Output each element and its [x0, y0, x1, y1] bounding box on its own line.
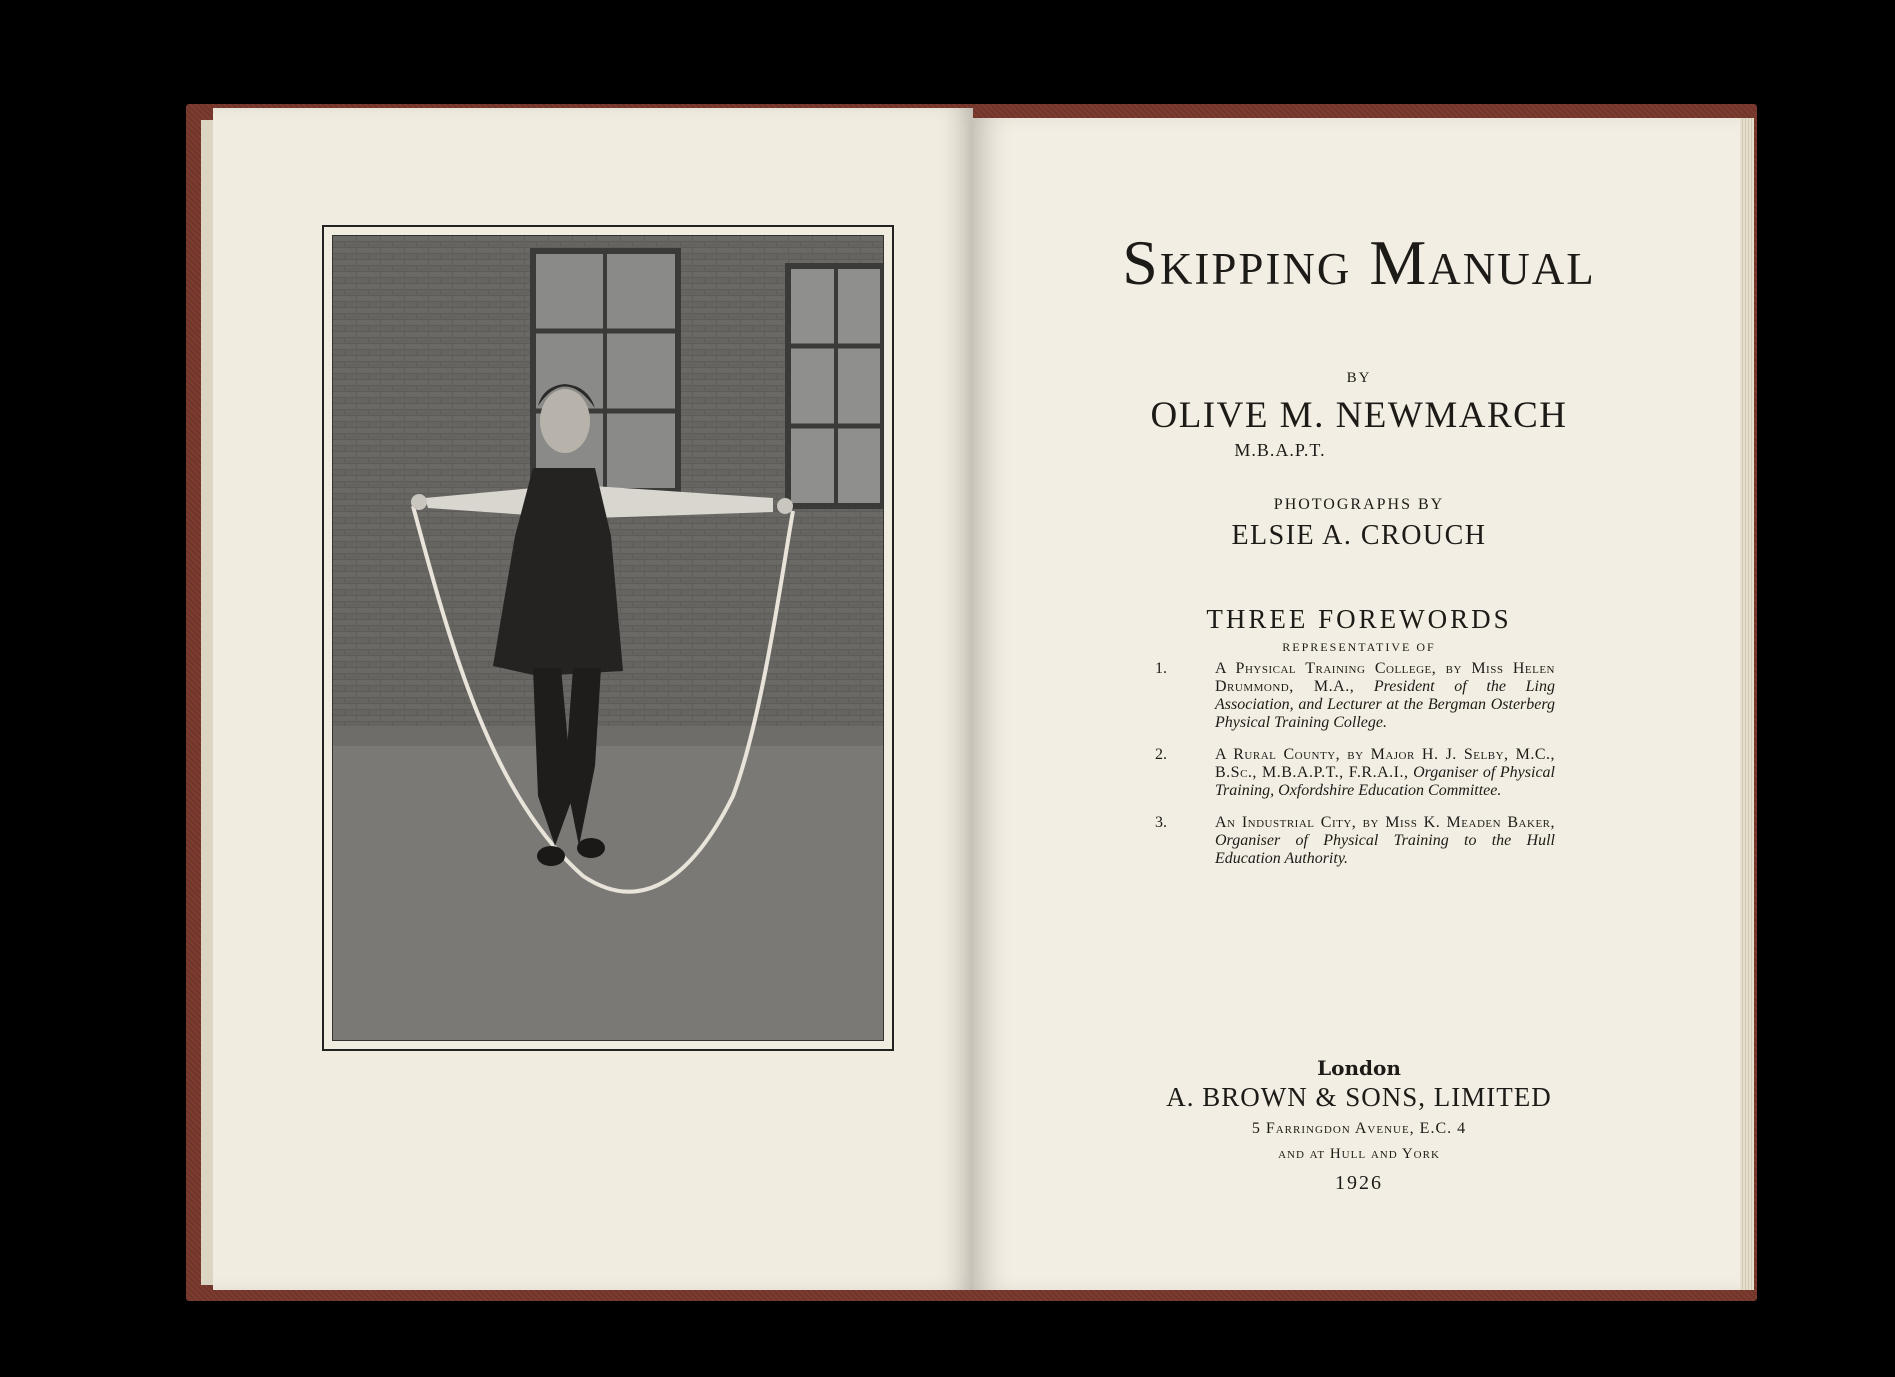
foreword-institution: A Rural County, by Major H. J. Selby, M.C., B.Sc., M.B.A.P.T., F.R.A.I.,	[1215, 746, 1555, 781]
woman-skipping-rope-photo	[333, 236, 883, 1040]
foreword-item	[1155, 660, 1555, 732]
forewords-heading: THREE FOREWORDS	[1206, 604, 1512, 634]
representative-of-label: REPRESENTATIVE OF	[1282, 640, 1436, 654]
foreword-number: 2.	[1155, 746, 1167, 763]
publisher-address: 5 Farringdon Avenue, E.C. 4	[1251, 1120, 1467, 1137]
foreword-item	[1155, 814, 1555, 868]
foreword-number: 1.	[1155, 660, 1167, 677]
photographs-by-label: PHOTOGRAPHS BY	[1273, 496, 1445, 513]
publisher-name: A. BROWN & SONS, LIMITED	[1166, 1082, 1552, 1112]
foreword-institution: A Physical Training College, by Miss Helen Drummond, M.A.,	[1215, 660, 1555, 695]
foreword-item	[1155, 746, 1555, 800]
foreword-detail: President of the Ling Association, and Lecturer at the Bergman Osterberg Physical Training College.	[1215, 678, 1556, 731]
publisher-other-cities: and at Hull and York	[1278, 1146, 1440, 1162]
author-credentials: M.B.A.P.T.	[1234, 440, 1326, 460]
window-left	[533, 251, 678, 491]
publication-place: London	[1317, 1056, 1401, 1080]
by-label: BY	[1346, 370, 1372, 386]
foreword-number: 3.	[1155, 814, 1167, 831]
author-name: OLIVE M. NEWMARCH	[1150, 395, 1568, 436]
publication-year: 1926	[1335, 1172, 1383, 1194]
forewords-list	[1155, 660, 1555, 882]
window-right	[788, 266, 883, 506]
foreword-institution: An Industrial City, by Miss K. Meaden Baker,	[1215, 814, 1555, 831]
frontispiece-photo	[332, 235, 884, 1041]
frontispiece-plate	[322, 225, 894, 1051]
book-title: Skipping Manual	[1122, 227, 1596, 298]
foreword-detail: Organiser of Physical Training, Oxfordshire Education Committee.	[1215, 764, 1555, 799]
foreword-detail: Organiser of Physical Training to the Hull Education Authority.	[1215, 832, 1555, 867]
photographer-name: ELSIE A. CROUCH	[1231, 520, 1487, 551]
